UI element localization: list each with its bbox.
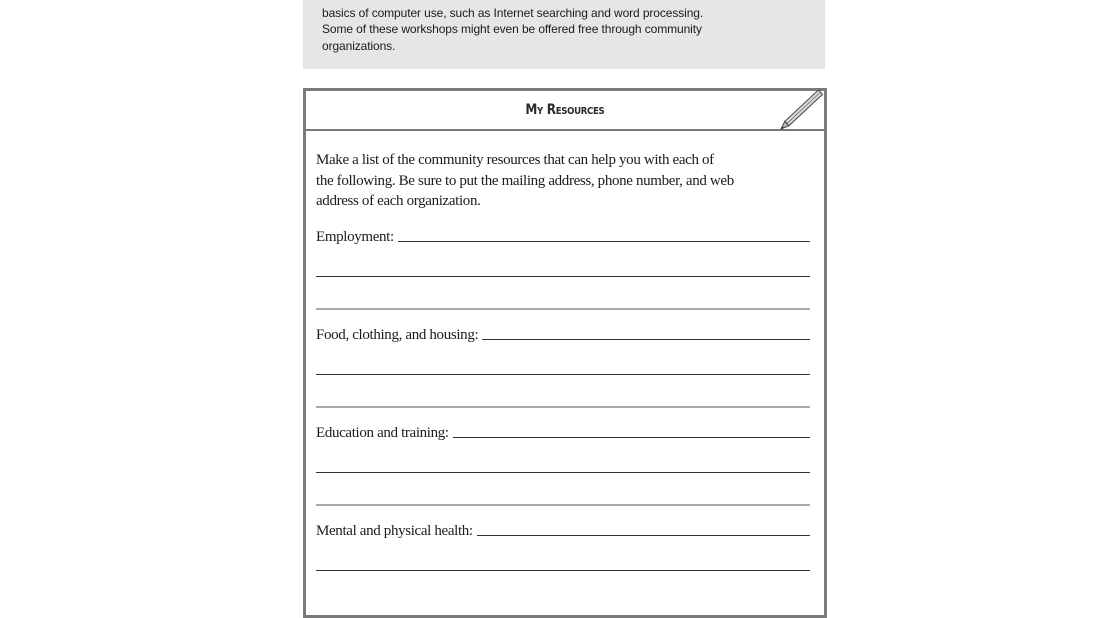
write-line[interactable] xyxy=(316,374,810,375)
field-food-clothing-housing xyxy=(316,322,810,408)
instruction-line: the following. Be sure to put the mailing address, phone number, and web xyxy=(316,172,734,189)
field-education-training xyxy=(316,420,810,506)
pencil-icon xyxy=(775,89,823,133)
field-label: Education and training: xyxy=(316,425,449,441)
write-line[interactable] xyxy=(316,504,810,506)
worksheet-title: My Resources xyxy=(525,102,605,118)
write-line[interactable] xyxy=(316,308,810,310)
info-box xyxy=(303,0,825,69)
instruction-line: Make a list of the community resources that can help you with each of xyxy=(316,152,714,168)
write-line[interactable] xyxy=(477,535,810,536)
write-line[interactable] xyxy=(316,472,810,473)
instruction-line: address of each organization. xyxy=(316,193,481,209)
field-label: Mental and physical health: xyxy=(316,523,473,539)
write-line[interactable] xyxy=(316,276,810,277)
info-text xyxy=(322,0,792,54)
info-line: basics of computer use, such as Internet searching and word processing. xyxy=(322,5,704,20)
write-line[interactable] xyxy=(316,570,810,571)
field-mental-physical-health xyxy=(316,518,810,571)
field-label: Employment: xyxy=(316,229,394,245)
worksheet-header xyxy=(306,91,824,131)
write-line[interactable] xyxy=(316,406,810,408)
field-label: Food, clothing, and housing: xyxy=(316,327,479,343)
info-line: Some of these workshops might even be offered free through community xyxy=(322,22,702,36)
field-employment xyxy=(316,224,810,310)
write-line[interactable] xyxy=(398,241,810,242)
write-line[interactable] xyxy=(453,437,810,438)
worksheet-instructions xyxy=(316,150,816,212)
write-line[interactable] xyxy=(482,339,810,340)
info-line: organizations. xyxy=(322,38,396,53)
